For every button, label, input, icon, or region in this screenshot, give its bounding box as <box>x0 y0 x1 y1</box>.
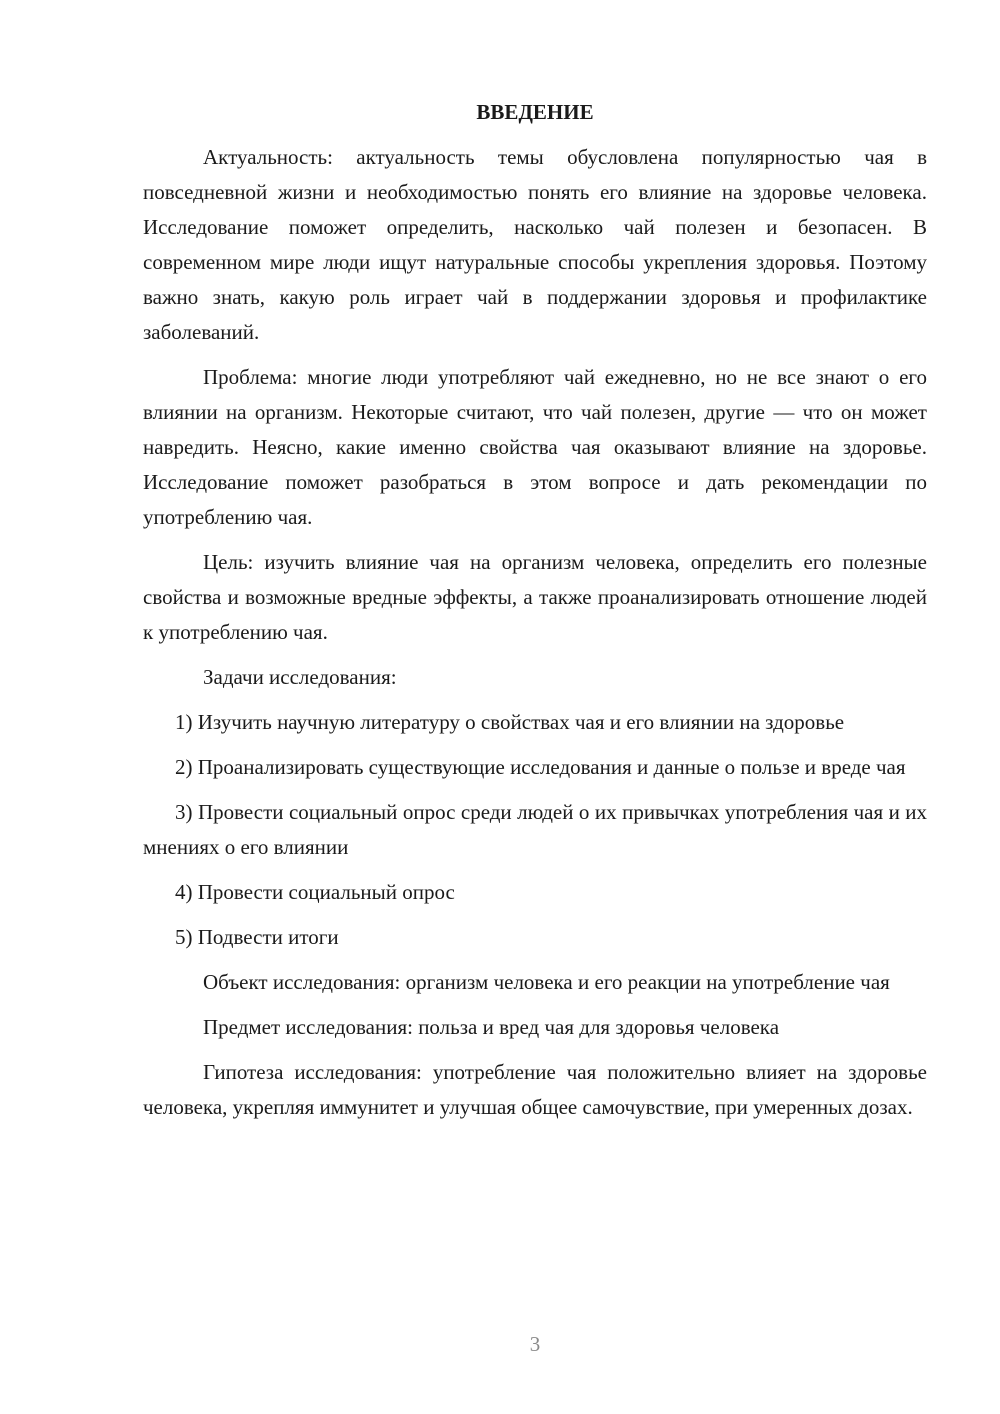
goal-paragraph: Цель: изучить влияние чая на организм человека, определить его полезные свойства и возможные вредные эффекты, а также проанализировать отношение людей к употреблению чая. <box>143 550 927 644</box>
document-page <box>143 95 927 1135</box>
tasks-heading: Задачи исследования: <box>203 665 397 689</box>
task-item-2: 2) Проанализировать существующие исследования и данные о пользе и вреде чая <box>175 755 906 779</box>
task-item-5: 5) Подвести итоги <box>175 925 339 949</box>
problem-paragraph: Проблема: многие люди употребляют чай ежедневно, но не все знают о его влиянии на организм. Некоторые считают, что чай полезен, другие — что он может навредить. Неясно, какие именно свойства чая оказывают влияние на здоровье. Исследование поможет разобраться в этом вопросе и дать рекомендации по употреблению чая. <box>143 365 927 529</box>
page-number: 3 <box>529 1332 541 1356</box>
object-paragraph: Объект исследования: организм человека и его реакции на употребление чая <box>203 970 890 994</box>
hypothesis-paragraph: Гипотеза исследования: употребление чая положительно влияет на здоровье человека, укрепляя иммунитет и улучшая общее самочувствие, при умеренных дозах. <box>143 1060 927 1119</box>
task-item-1: 1) Изучить научную литературу о свойствах чая и его влиянии на здоровье <box>175 710 845 734</box>
task-item-3: 3) Провести социальный опрос среди людей о их привычках употребления чая и их мнениях о его влиянии <box>143 800 927 859</box>
subject-paragraph: Предмет исследования: польза и вред чая для здоровья человека <box>203 1015 780 1039</box>
task-item-4: 4) Провести социальный опрос <box>175 880 455 904</box>
page-title: ВВЕДЕНИЕ <box>476 100 594 124</box>
relevance-paragraph: Актуальность: актуальность темы обусловлена популярностью чая в повседневной жизни и необходимостью понять его влияние на здоровье человека. Исследование поможет определить, насколько чай полезен и безопасен. В современном мире люди ищут натуральные способы укрепления здоровья. Поэтому важно знать, какую роль играет чай в поддержании здоровья и профилактике заболеваний. <box>143 145 927 344</box>
